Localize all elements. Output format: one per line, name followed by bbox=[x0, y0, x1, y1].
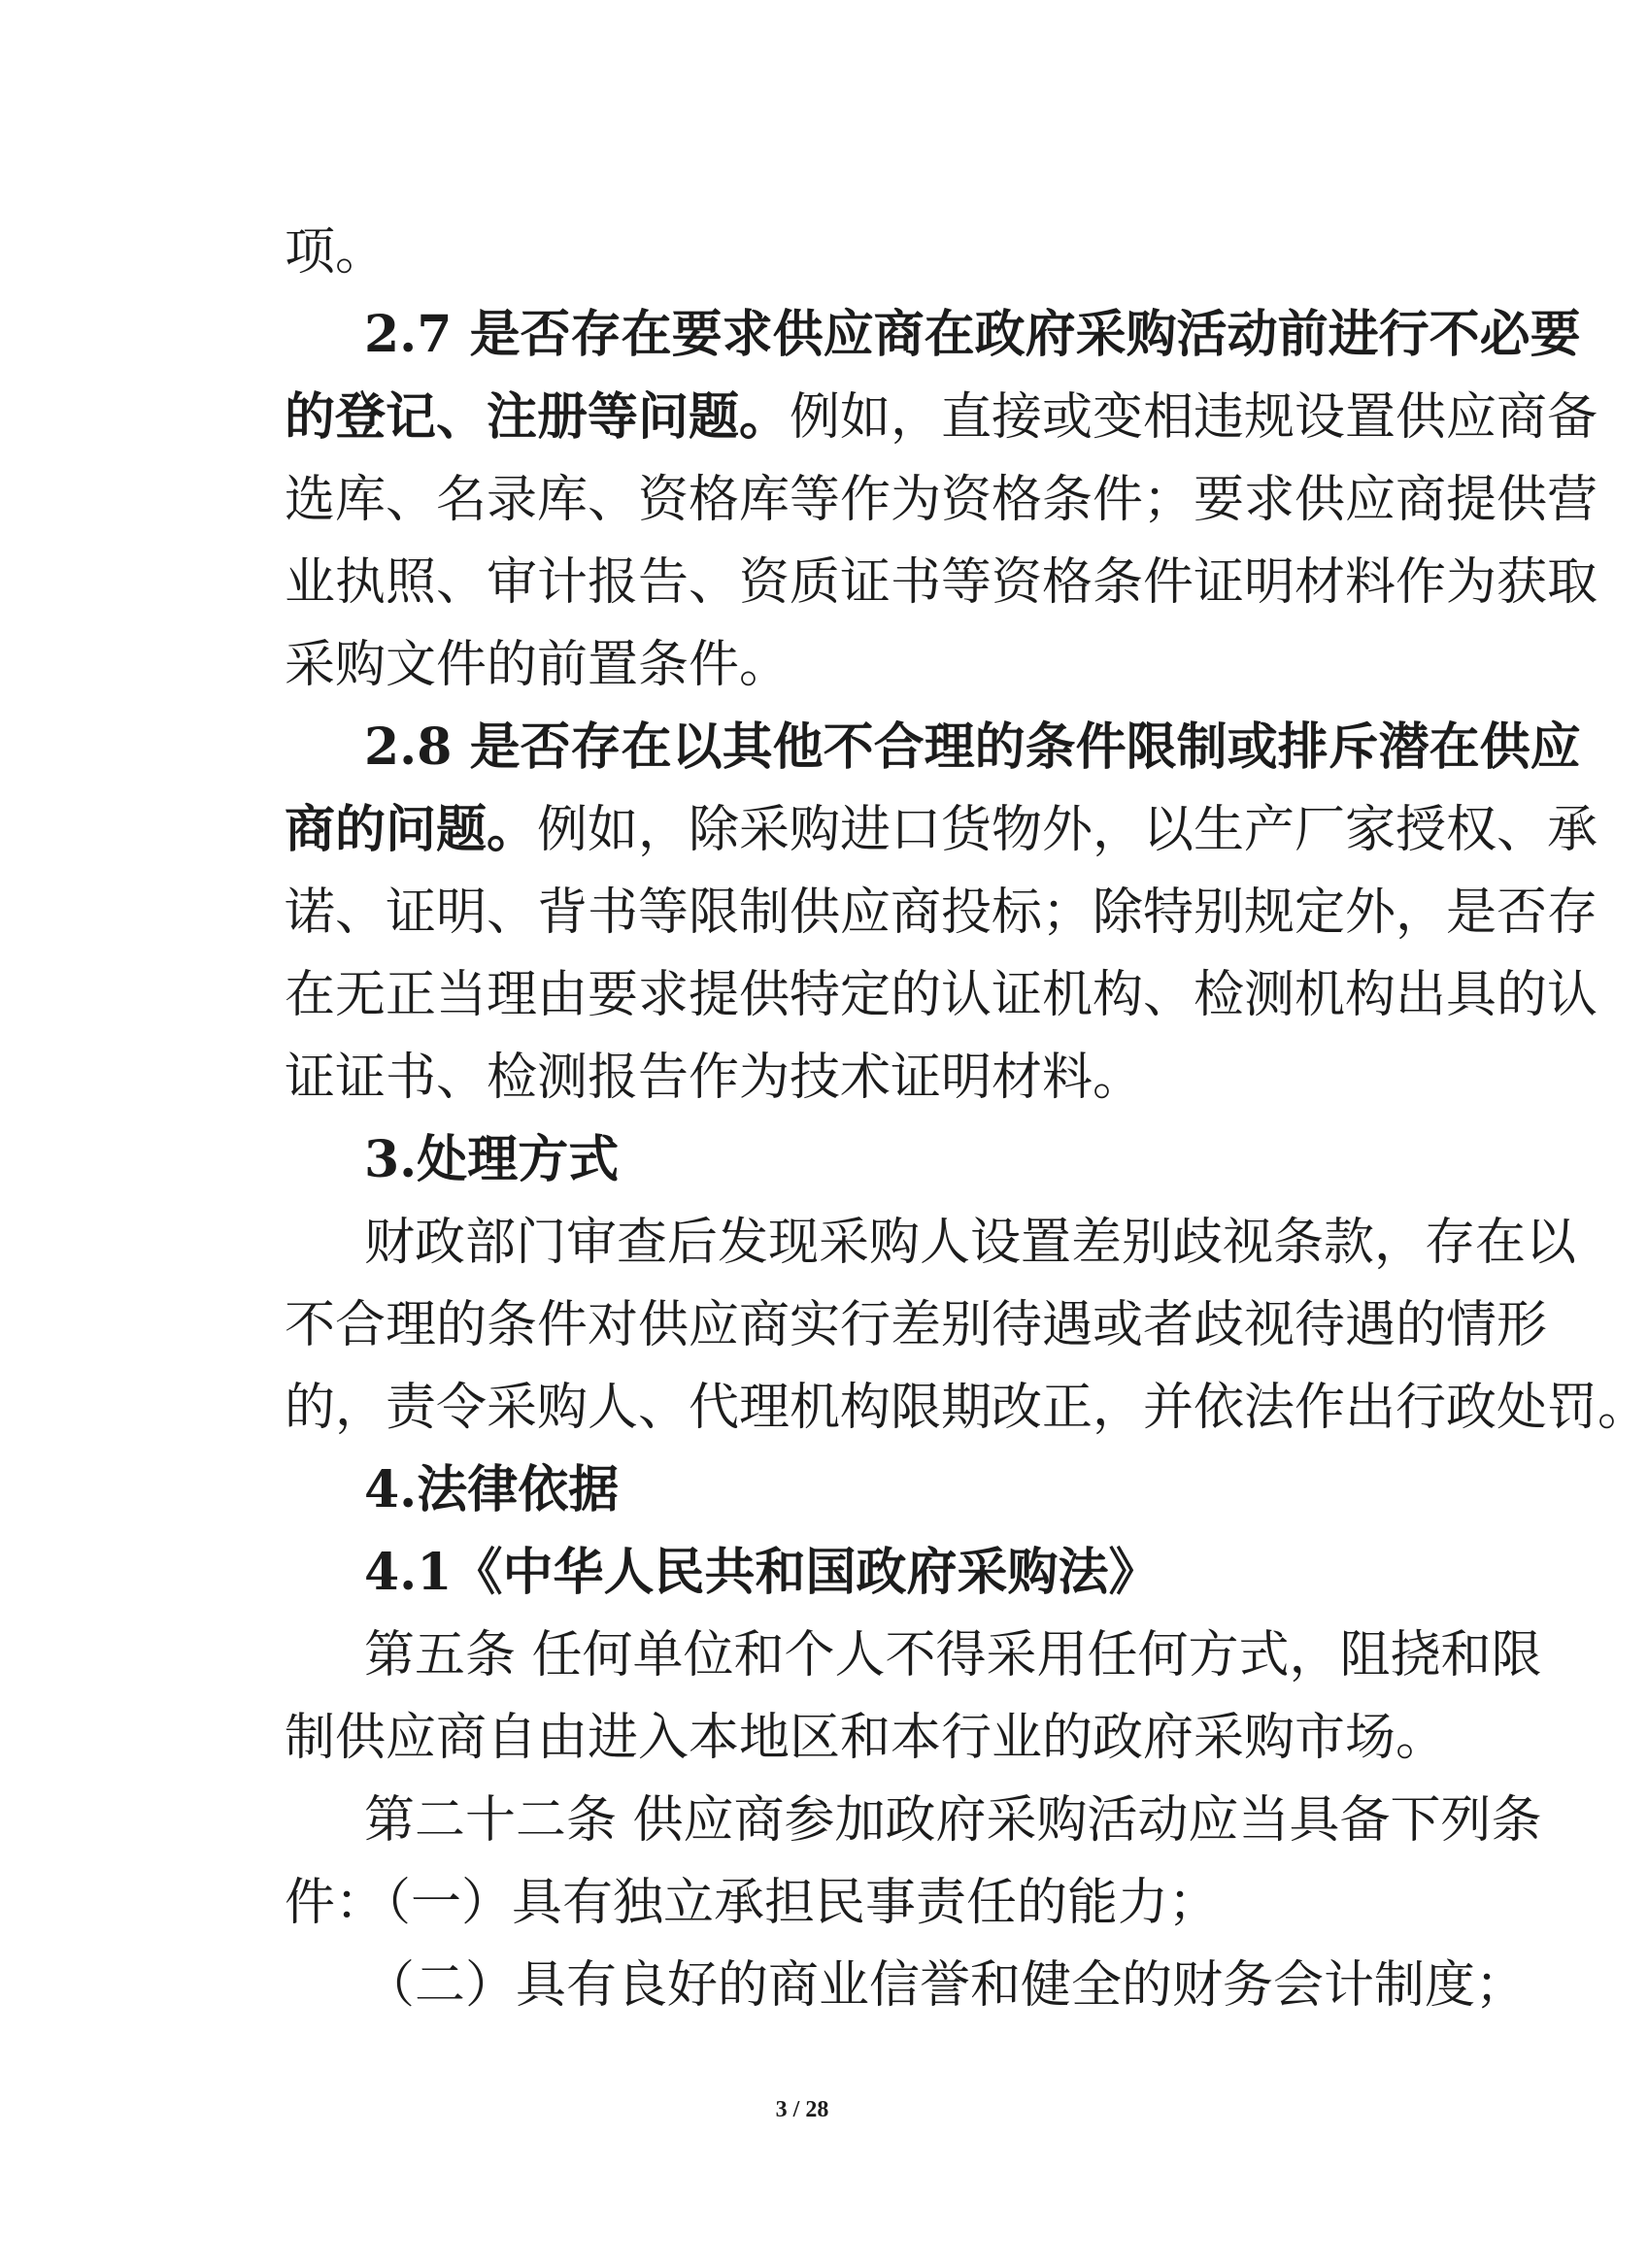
section-heading-4-1: 4.1《中华人民共和国政府采购法》 bbox=[364, 1543, 1160, 1602]
text-line: （二）具有良好的商业信誉和健全的财务会计制度； bbox=[364, 1956, 1527, 2015]
text-line bbox=[285, 379, 1598, 456]
text-line: 采购文件的前置条件。 bbox=[285, 636, 790, 694]
section-heading-2-8: 2.8 是否存在以其他不合理的条件限制或排斥潜在供应 bbox=[364, 717, 1581, 777]
section-heading-4: 4.法律依据 bbox=[364, 1460, 620, 1519]
text-line bbox=[285, 791, 1598, 869]
text-line: 第二十二条 供应商参加政府采购活动应当具备下列条 bbox=[364, 1791, 1542, 1850]
text-line: 制供应商自由进入本地区和本行业的政府采购市场。 bbox=[285, 1709, 1447, 1767]
section-heading-2-7: 2.7 是否存在要求供应商在政府采购活动前进行不必要 bbox=[364, 305, 1581, 364]
section-heading-3: 3.处理方式 bbox=[364, 1130, 620, 1189]
text-line: 在无正当理由要求提供特定的认证机构、检测机构出具的认 bbox=[285, 966, 1598, 1024]
heading-continuation: 的登记、注册等问题。 bbox=[285, 387, 790, 447]
text-line: 业执照、审计报告、资质证书等资格条件证明材料作为获取 bbox=[285, 553, 1598, 612]
heading-continuation: 商的问题。 bbox=[285, 800, 538, 859]
text-line: 项。 bbox=[285, 223, 387, 282]
text-line: 的，责令采购人、代理机构限期改正，并依法作出行政处罚。 bbox=[285, 1379, 1648, 1437]
text-span: 例如，除采购进口货物外，以生产厂家授权、承 bbox=[537, 801, 1598, 859]
page-number: 3 / 28 bbox=[775, 2097, 829, 2122]
text-line: 不合理的条件对供应商实行差别待遇或者歧视待遇的情形 bbox=[285, 1296, 1548, 1354]
text-line: 证证书、检测报告作为技术证明材料。 bbox=[285, 1049, 1144, 1107]
text-line: 选库、名录库、资格库等作为资格条件；要求供应商提供营 bbox=[285, 471, 1598, 529]
text-line: 财政部门审查后发现采购人设置差别歧视条款，存在以 bbox=[364, 1214, 1577, 1272]
text-span: 例如，直接或变相违规设置供应商备 bbox=[790, 388, 1598, 447]
text-line: 件：（一）具有独立承担民事责任的能力； bbox=[285, 1874, 1220, 1932]
text-line: 第五条 任何单位和个人不得采用任何方式，阻挠和限 bbox=[364, 1626, 1542, 1684]
text-line: 诺、证明、背书等限制供应商投标；除特别规定外，是否存 bbox=[285, 884, 1598, 942]
